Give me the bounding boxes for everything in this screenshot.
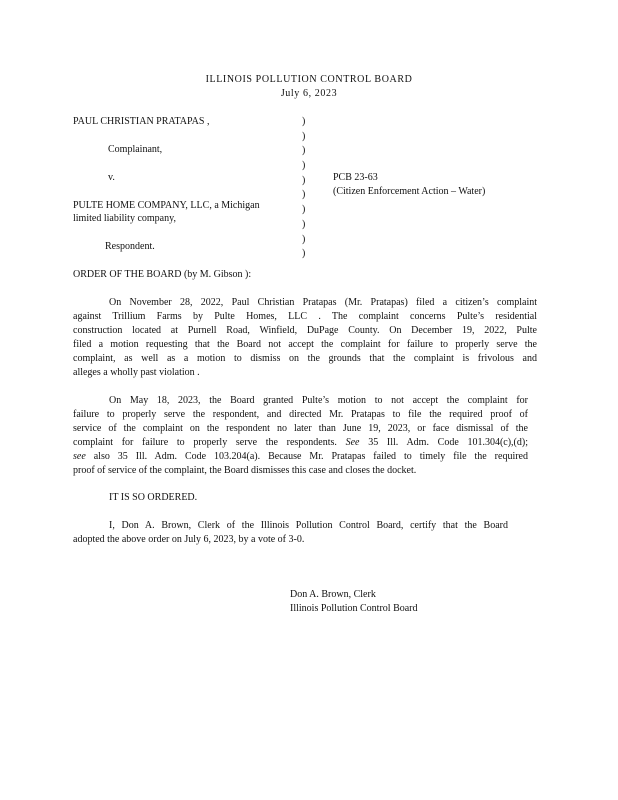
agency-title: ILLINOIS POLLUTION CONTROL BOARD xyxy=(205,74,413,85)
citation-text: 35 Ill. Adm. Code 101.304(c),(d); xyxy=(368,437,528,448)
signature-name: Don A. Brown, Clerk xyxy=(290,589,376,600)
so-ordered: IT IS SO ORDERED. xyxy=(109,492,198,503)
certification-line: I, Don A. Brown, Clerk of the Illinois Pollution Control Board, certify that the Board xyxy=(109,520,508,531)
order-date: July 6, 2023 xyxy=(280,88,338,99)
caption-paren: ) xyxy=(302,189,306,201)
case-number: PCB 23-63 xyxy=(333,172,378,183)
paragraph-2-line: failure to properly serve the respondent, and directed Mr. Pratapas to file the required proof of xyxy=(73,409,528,420)
caption-paren: ) xyxy=(302,204,306,216)
caption-paren: ) xyxy=(302,145,306,157)
certification-line: adopted the above order on July 6, 2023, by a vote of 3-0. xyxy=(73,534,305,545)
caption-paren: ) xyxy=(302,218,306,230)
paragraph-1 xyxy=(73,296,537,380)
caption-paren: ) xyxy=(302,160,306,172)
caption-paren: ) xyxy=(302,174,306,186)
respondent-name-line2: limited liability company, xyxy=(73,213,176,224)
paragraph-2 xyxy=(73,394,528,478)
versus: v. xyxy=(108,172,115,183)
paragraph-2-line xyxy=(73,436,528,450)
paragraph-2-line: service of the complaint on the respondent no later than June 19, 2023, or face dismissal of the xyxy=(73,423,528,434)
citation-text: also 35 Ill. Adm. Code 103.204(a). Because Mr. Pratapas failed to timely file the required xyxy=(93,451,528,462)
paragraph-1-line: On November 28, 2022, Paul Christian Pratapas (Mr. Pratapas) filed a citizen’s complaint xyxy=(109,297,537,308)
signature-org: Illinois Pollution Control Board xyxy=(290,603,418,614)
citation-signal: see xyxy=(73,451,86,462)
paragraph-2-line: proof of service of the complaint, the Board dismisses this case and closes the docket. xyxy=(73,465,417,476)
paragraph-2-line: On May 18, 2023, the Board granted Pulte’s motion to not accept the complaint for xyxy=(109,395,528,406)
respondent-name-line1: PULTE HOME COMPANY, LLC, a Michigan xyxy=(73,200,260,211)
paragraph-1-line: complaint, as well as a motion to dismiss on the grounds that the complaint is frivolous and xyxy=(73,353,537,364)
citation-signal: See xyxy=(345,437,360,448)
complainant-name: PAUL CHRISTIAN PRATAPAS , xyxy=(73,116,210,127)
respondent-role: Respondent. xyxy=(105,241,155,252)
certification xyxy=(73,519,508,547)
paragraph-2-line xyxy=(73,450,528,464)
citation-text: complaint for failure to properly serve the respondents. xyxy=(73,437,337,448)
caption-parentheses xyxy=(302,115,305,262)
case-type: (Citizen Enforcement Action – Water) xyxy=(333,186,486,197)
paragraph-1-line: against Trillium Farms by Pulte Homes, LLC . The complaint concerns Pulte’s residential xyxy=(73,311,537,322)
paragraph-1-line: construction located at Purnell Road, Winfield, DuPage County. On December 19, 2022, Pulte xyxy=(73,325,537,336)
paragraph-1-line: filed a motion requesting that the Board not accept the complaint for failure to properly serve the xyxy=(73,339,537,350)
paragraph-1-line: alleges a wholly past violation . xyxy=(73,367,200,378)
caption-paren: ) xyxy=(302,233,306,245)
order-heading: ORDER OF THE BOARD (by M. Gibson ): xyxy=(73,269,252,280)
caption-paren: ) xyxy=(302,248,306,260)
complainant-role: Complainant, xyxy=(108,144,163,155)
caption-paren: ) xyxy=(302,130,306,142)
caption-paren: ) xyxy=(302,116,306,127)
